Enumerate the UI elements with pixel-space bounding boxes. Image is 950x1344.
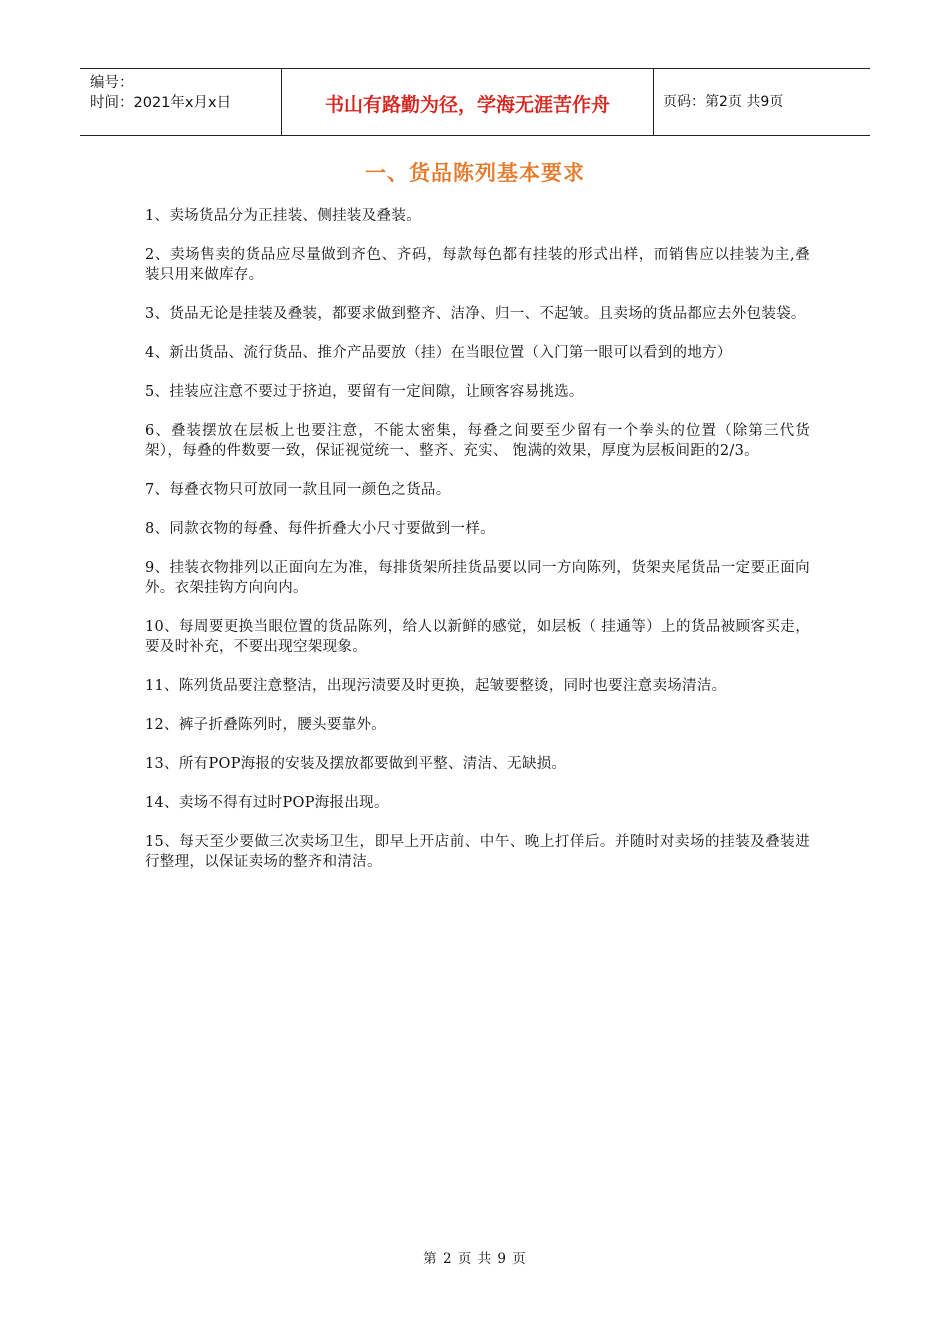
list-item: 10、每周要更换当眼位置的货品陈列，给人以新鲜的感觉，如层板（ 挂通等）上的货品被顾客买走，要及时补充，不要出现空架现象。 <box>145 619 810 655</box>
list-item: 8、同款衣物的每叠、每件折叠大小尺寸要做到一样。 <box>145 521 495 537</box>
list-item: 5、挂装应注意不要过于挤迫，要留有一定间隙，让顾客容易挑选。 <box>145 384 584 400</box>
list-item: 4、新出货品、流行货品、推介产品要放（挂）在当眼位置（入门第一眼可以看到的地方） <box>145 345 732 361</box>
list-item: 1、卖场货品分为正挂装、侧挂装及叠装。 <box>145 208 421 224</box>
list-item: 11、陈列货品要注意整洁，出现污渍要及时更换，起皱要整烫，同时也要注意卖场清洁。 <box>145 678 727 694</box>
time-label: 时间：2021年x月x日 <box>90 95 232 111</box>
list-item: 12、裤子折叠陈列时，腰头要靠外。 <box>145 717 387 733</box>
requirements-list <box>145 206 810 891</box>
list-item: 7、每叠衣物只可放同一款且同一颜色之货品。 <box>145 482 451 498</box>
section-title: 一、货品陈列基本要求 <box>365 161 585 185</box>
list-item: 14、卖场不得有过时POP海报出现。 <box>145 795 389 811</box>
list-item: 9、挂装衣物排列以正面向左为准，每排货架所挂货品要以同一方向陈列，货架夹尾货品一定要正面向外。衣架挂钩方向向内。 <box>145 560 810 596</box>
header-motto: 书山有路勤为径，学海无涯苦作舟 <box>282 69 654 135</box>
list-item: 13、所有POP海报的安装及摆放都要做到平整、清洁、无缺损。 <box>145 756 567 772</box>
number-label: 编号： <box>90 75 134 91</box>
list-item: 15、每天至少要做三次卖场卫生，即早上开店前、中午、晚上打佯后。并随时对卖场的挂装及叠装进行整理，以保证卖场的整齐和清洁。 <box>145 834 810 870</box>
list-item: 6、叠装摆放在层板上也要注意，不能太密集，每叠之间要至少留有一个拳头的位置（除第三代货架），每叠的件数要一致，保证视觉统一、整齐、充实、 饱满的效果，厚度为层板间距的2/3。 <box>145 423 810 459</box>
header-meta <box>80 69 282 135</box>
list-item: 3、货品无论是挂装及叠装，都要求做到整齐、洁净、归一、不起皱。且卖场的货品都应去外包装袋。 <box>145 306 806 322</box>
document-header <box>80 68 870 136</box>
list-item: 2、卖场售卖的货品应尽量做到齐色、齐码，每款每色都有挂装的形式出样，而销售应以挂装为主,叠装只用来做库存。 <box>145 247 810 283</box>
page-footer: 第 2 页 共 9 页 <box>423 1251 527 1267</box>
header-page-info: 页码：第2页 共9页 <box>663 94 784 110</box>
